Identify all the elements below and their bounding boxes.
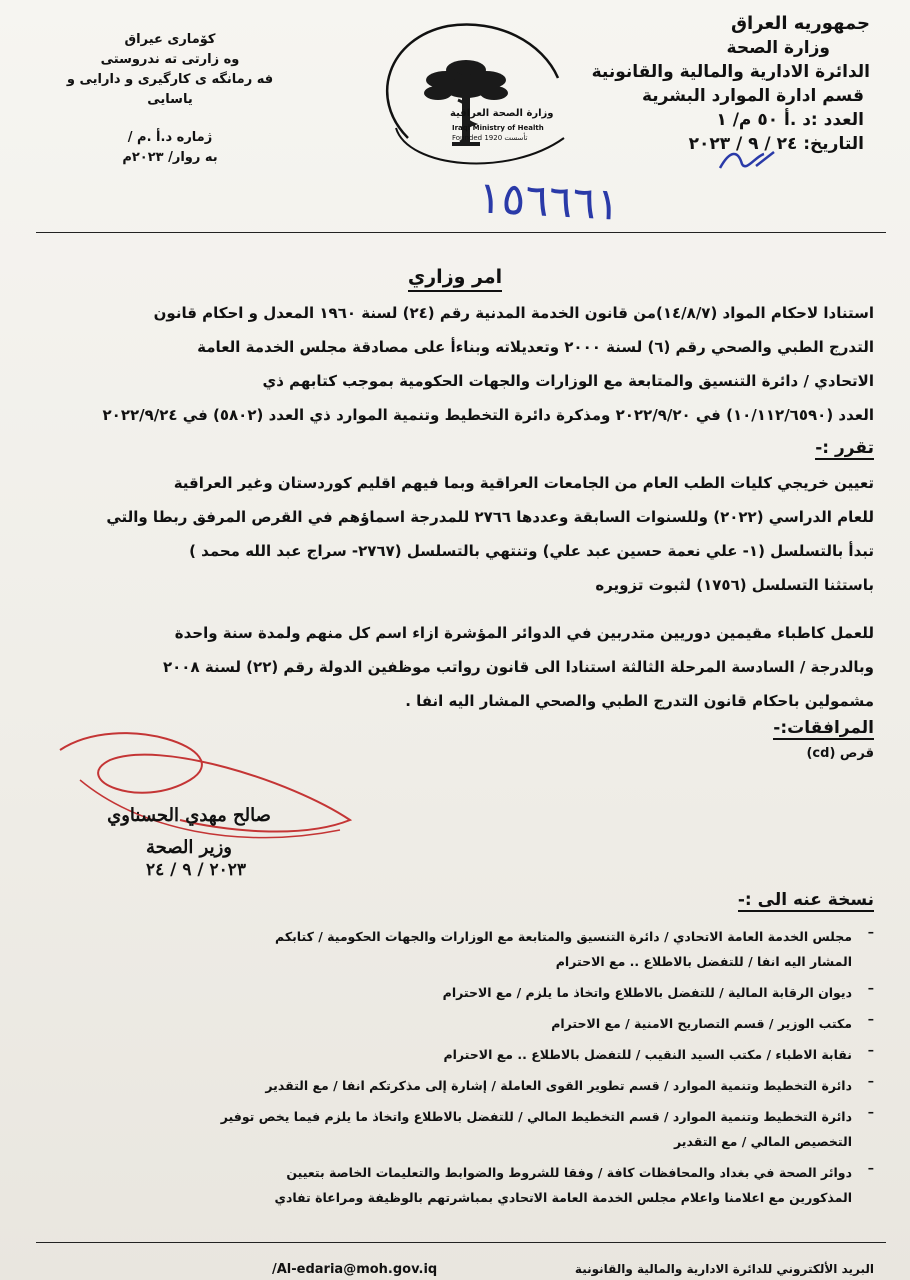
kurdish-date: به روار/ ٢٠٢٣م (122, 150, 218, 165)
intro-line: الاتحادي / دائرة التنسيق والمتابعة مع الوزارات والجهات الحكومية بموجب كتابهم ذي (262, 372, 874, 390)
cc-item (44, 1104, 874, 1154)
handwritten-date-mark (716, 146, 780, 176)
work-line: مشمولين باحكام قانون التدرج الطبي والصحي المشار اليه انفا . (405, 692, 874, 710)
handwritten-number: ١٥٦٦٦١ (476, 172, 622, 231)
cc-item (44, 1160, 874, 1210)
decision-heading-wrap (34, 438, 874, 460)
header-directorate: الدائرة الادارية والمالية والقانونية (591, 62, 870, 82)
cc-item (44, 1011, 874, 1036)
cc-line: التخصيص المالي / مع التقدير (674, 1134, 852, 1149)
cc-heading-wrap (738, 890, 874, 910)
cc-line: – مكتب الوزير / قسم التصاريح الامنية / مع الاحترام (551, 1016, 852, 1031)
header-divider (36, 232, 886, 233)
cc-line: – ديوان الرقابة المالية / للتفضل بالاطلاع واتخاذ ما يلزم / مع الاحترام (442, 985, 852, 1000)
cc-list (44, 924, 874, 1210)
cc-item (44, 980, 874, 1005)
attachments-item: قرص (cd) (806, 746, 874, 761)
work-paragraph (34, 616, 874, 718)
decision-line: باستثنا التسلسل (١٧٥٦) لثبوت تزويره (595, 576, 874, 594)
signatory-block (84, 800, 294, 864)
ministry-logo (368, 18, 568, 168)
work-line: للعمل كاطباء مقيمين دوريين متدربين في الدوائر المؤشرة ازاء اسم كل منهم ولمدة سنة واحدة (174, 624, 874, 642)
intro-line: العدد (١٠/١١٢/٦٥٩٠) في ٢٠٢٢/٩/٢٠ ومذكرة دائرة التخطيط وتنمية الموارد ذي العدد (٥٨٠٢) في ٢٠٢٢/٩/٢٤ (102, 406, 874, 424)
decision-paragraph (34, 466, 874, 602)
document-title (0, 266, 910, 288)
header-number: العدد :د .أ ٥٠ م/ ١ (716, 110, 864, 130)
kurdish-number: ژماره د.أ .م / (127, 130, 213, 145)
cc-line: – دوائر الصحة في بغداد والمحافظات كافة / وفقا للشروط والضوابط والتعليمات الخاصة بتعيين (286, 1165, 852, 1180)
header-ministry: وزارة الصحة (726, 38, 830, 58)
cc-heading: نسخة عنه الى :- (737, 890, 874, 910)
header-date: التاريخ: ٢٤ / ٩ / ٢٠٢٣ (688, 134, 864, 154)
cc-line: – نقابة الاطباء / مكتب السيد النقيب / للتفضل بالاطلاع .. مع الاحترام (443, 1047, 852, 1062)
kurdish-country: كۆماری عیراق (124, 32, 216, 47)
intro-line: التدرج الطبي والصحي رقم (٦) لسنة ٢٠٠٠ وتعديلاته وبناءأ على مصادقة مجلس الخدمة العامة (197, 338, 874, 356)
header-country: جمهوريه العراق (730, 13, 870, 34)
kurdish-directorate: فه رمانگه ی کارگیری و دارایی و یاسایی (66, 72, 274, 107)
decision-line: تعيين خريجي كليات الطب العام من الجامعات العراقية وبما فيهم اقليم كوردستان وغير العراقية (173, 474, 874, 492)
document-title-text: امر وزاري (408, 266, 502, 292)
intro-line: استنادا لاحكام المواد (١٤/٨/٧)من قانون الخدمة المدنية رقم (٢٤) لسنة ١٩٦٠ المعدل و احكام قانون (153, 304, 874, 322)
logo-name-ar: وزارة الصحة العراقية (450, 108, 554, 119)
cc-line: – دائرة التخطيط وتنمية الموارد / قسم تطوير القوى العاملة / إشارة إلى مذكرتكم انفا / مع التقدير (265, 1078, 852, 1093)
cc-line: المشار اليه انفا / للتفضل بالاطلاع .. مع الاحترام (555, 954, 852, 969)
cc-line: – مجلس الخدمة العامة الاتحادي / دائرة التنسيق والمتابعة مع الوزارات والجهات الحكومية / كتابكم (275, 929, 852, 944)
logo-name-en: Iraqi Ministry of Health (452, 124, 544, 132)
decision-line: تبدأ بالتسلسل (١- علي نعمة حسين عبد علي) وتنتهي بالتسلسل (٢٧٦٧- سراج عبد الله محمد ) (189, 542, 874, 560)
cc-line: – دائرة التخطيط وتنمية الموارد / قسم التخطيط المالي / للتفضل بالاطلاع واتخاذ ما يلزم فيما يخص توفير (220, 1109, 852, 1124)
signatory-name: صالح مهدي الحسناوي (107, 805, 271, 826)
logo-founded: Founded 1920 تأسست (452, 134, 528, 142)
attachments-heading: المرافقات:- (773, 718, 874, 738)
work-line: وبالدرجة / السادسة المرحلة الثالثة استنادا الى قانون رواتب موظفين الدولة رقم (٢٢) لسنة ٢٠٠٨ (163, 658, 874, 676)
footer-email[interactable]: /Al-edaria@moh.gov.iq (272, 1262, 438, 1277)
cc-line: المذكورين مع اعلامنا واعلام مجلس الخدمة العامة الاتحادي بمباشرتهم بالوظيفة ومراعاة تفادي (274, 1190, 852, 1205)
decision-heading: تقرر :- (815, 438, 874, 458)
decision-line: للعام الدراسي (٢٠٢٢) وللسنوات السابقة وعددها ٢٧٦٦ للمدرجة اسماؤهم في القرص المرفق ربطا والتي (106, 508, 874, 526)
header-right (570, 12, 870, 156)
intro-paragraph (34, 296, 874, 432)
signatory-title: وزير الصحة (146, 837, 232, 858)
cc-item (44, 1073, 874, 1098)
cc-item (44, 1042, 874, 1067)
cc-item (44, 924, 874, 974)
header-left (45, 30, 295, 168)
footer-email-label: البريد الألكتروني للدائرة الادارية والمالية والقانونية (574, 1262, 874, 1276)
kurdish-ministry: وه زارتی ته ندروستی (100, 52, 240, 67)
header-section: قسم ادارة الموارد البشرية (641, 86, 864, 106)
footer-divider (36, 1242, 886, 1243)
signatory-date: ٢٠٢٣ / ٩ / ٢٤ (146, 860, 247, 880)
